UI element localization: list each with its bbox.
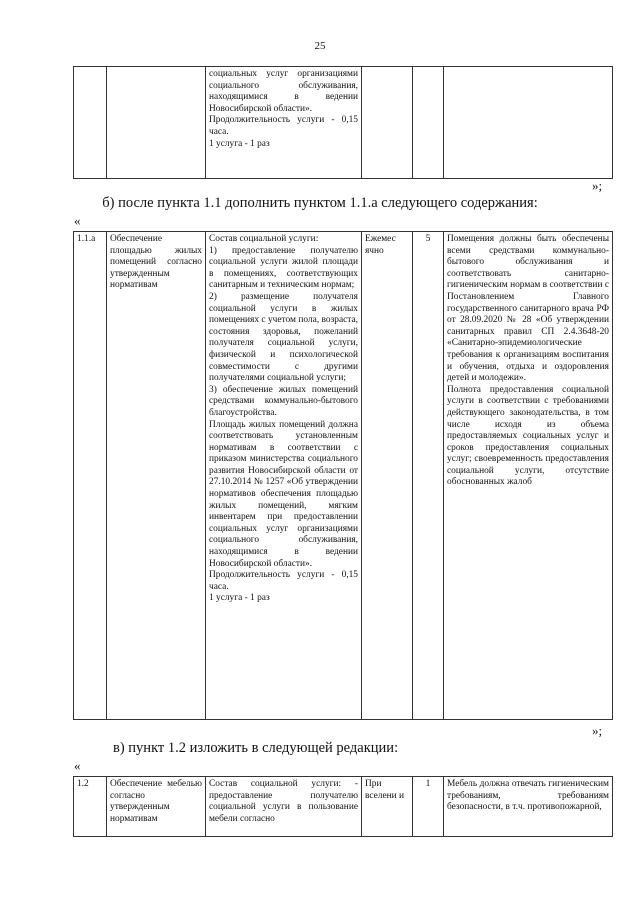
- content-paragraph: Продолжительность услуги - 0,15 часа.: [209, 115, 358, 137]
- page-number: 25: [314, 40, 326, 52]
- opening-quote: «: [74, 213, 81, 228]
- cell-num: 1.1.а: [74, 232, 107, 720]
- cell-content: Состав социальной услуги: - предоставление получателю социальной услуги в пользование мебели согласно: [206, 777, 362, 837]
- closing-quote: »;: [592, 178, 603, 193]
- content-paragraph: 1) предоставление получателю социальной услуги жилой площади в помещениях, соответствующих санитарным и техническим нормам;: [209, 245, 358, 291]
- content-paragraph: социальных услуг организациями социального обслуживания, находящимися в ведении Новосибирской области».: [209, 69, 358, 114]
- cell-quality: [444, 67, 613, 179]
- heading-b: б) после пункта 1.1 дополнить пунктом 1.1.а следующего содержания:: [102, 195, 538, 211]
- cell-quantity: 1: [413, 777, 444, 837]
- table-item-1-2: [73, 776, 613, 837]
- cell-num: [74, 67, 107, 179]
- cell-name: Обеспечение площадью жилых помещений согласно утвержденным нормативам: [107, 232, 206, 720]
- content-paragraph: Состав социальной услуги:: [209, 234, 319, 244]
- cell-content: [206, 67, 362, 179]
- cell-num: 1.2: [74, 777, 107, 837]
- content-paragraph: Площадь жилых помещений должна соответствовать установленным нормативам в соответствии с приказом министерства социального развития Новосибирской области от 27.10.2014 № 1257 «Об утверждении нормативов обеспечения площадью жилых помещений, мягким инвентарем при предоставлении социальных услуг организациями социального обслуживания, находящимися в ведении Новосибирской области».: [209, 419, 358, 569]
- table-row: [74, 67, 613, 179]
- cell-frequency: [362, 67, 413, 179]
- content-paragraph: 1 услуга - 1 раз: [209, 138, 270, 149]
- heading-v: в) пункт 1.2 изложить в следующей редакции:: [113, 740, 399, 756]
- cell-frequency: При вселени и: [362, 777, 413, 837]
- table-row: [74, 777, 613, 837]
- cell-frequency: Ежемес ячно: [362, 232, 413, 720]
- cell-content: [206, 232, 362, 720]
- cell-quality: Мебель должна отвечать гигиеническим требованиям, требованиям безопасности, в т.ч. противопожарной,: [444, 777, 613, 837]
- cell-quantity: [413, 67, 444, 179]
- content-paragraph: 3) обеспечение жилых помещений средствами коммунально-бытового благоустройства.: [209, 384, 358, 418]
- table-row: [74, 232, 613, 720]
- cell-name: Обеспечение мебелью согласно утвержденным нормативам: [107, 777, 206, 837]
- cell-quantity: 5: [413, 232, 444, 720]
- cell-quality: [444, 232, 613, 720]
- closing-quote: »;: [592, 723, 603, 738]
- quality-paragraph: Помещения должны быть обеспечены всеми средствами коммунально-бытового обслуживания и соответствовать санитарно-гигиеническим нормам в соответствии с Постановлением Главного государственного санитарного врача РФ от 28.09.2020 № 28 «Об утверждении санитарных правил СП 2.4.3648-20 «Санитарно-эпидемиологические требования к организациям воспитания и обучения, отдыха и оздоровления детей и молодежи».: [447, 234, 609, 384]
- cell-name: [107, 67, 206, 179]
- content-paragraph: Продолжительность услуги - 0,15 часа.: [209, 570, 358, 592]
- quality-paragraph: Полнота предоставления социальной услуги в соответствии с требованиями действующего законодательства, в том числе исходя из объема предоставляемых социальных услуг и сроков предоставления социальных услуг; своевременность предоставления социальной услуги, отсутствие обоснованных жалоб: [447, 384, 609, 488]
- opening-quote: «: [74, 758, 81, 773]
- content-paragraph: 2) размещение получателя социальной услуги в жилых помещениях с учетом пола, возраста, состояния здоровья, пожеланий получателя социальной услуги, физической и психологической совместимости с другими получателями социальной услуги;: [209, 291, 358, 384]
- table-item-1-1a: [73, 231, 613, 720]
- table-continuation: [73, 66, 613, 179]
- content-paragraph: 1 услуга - 1 раз: [209, 593, 270, 604]
